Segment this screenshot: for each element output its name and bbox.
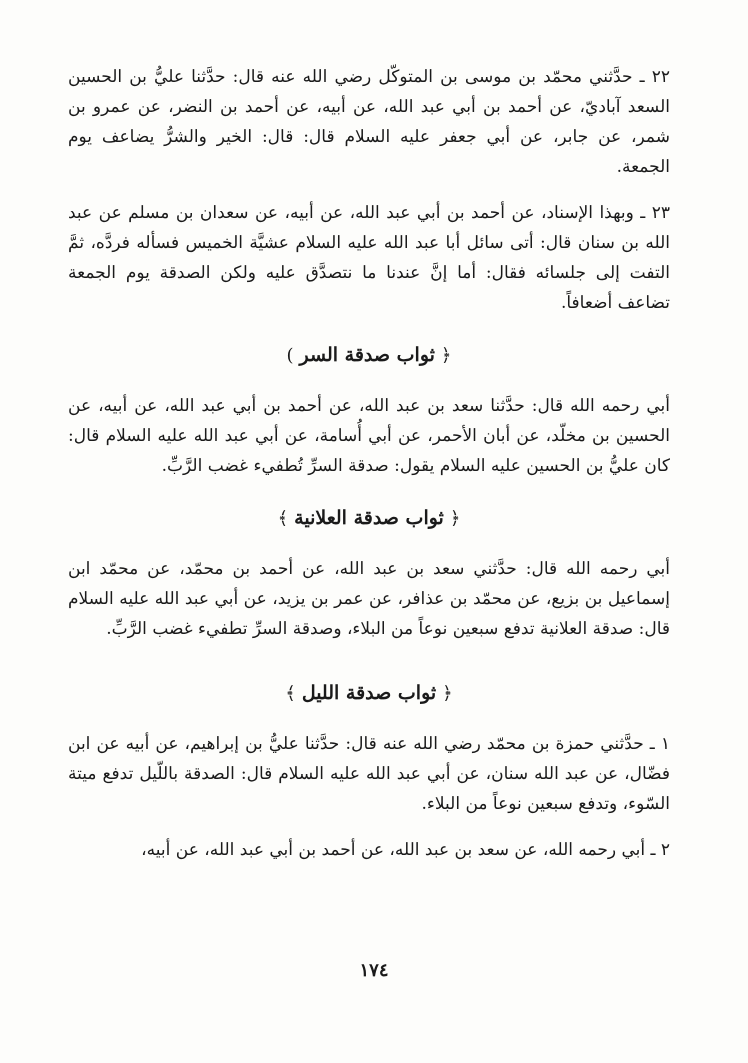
section-heading-secret-charity [68,340,670,371]
bracket-close: ﴾ [285,683,296,704]
page-number: ١٧٤ [359,960,389,981]
hadith-23: ٢٣ ـ وبهذا الإسناد، عن أحمد بن أبي عبد الله، عن أبيه، عن سعدان بن مسلم عن عبد الله بن سنان قال: أتى سائل أبا عبد الله عليه السلام عشيَّة الخميس فسأله فردَّه، ثمَّ التفت إلى جلسائه فقال: أما إنَّ عندنا ما نتصدَّق عليه ولكن الصدقة يوم الجمعة تضاعف أضعافاً. [68,203,670,313]
bracket-close: ) [286,345,294,366]
bracket-close: ﴾ [277,508,289,529]
bracket-open: ﴿ [442,683,453,704]
section-heading-public-charity [68,503,670,534]
bracket-open: ﴿ [449,508,461,529]
public-charity-hadith: أبي رحمه الله قال: حدَّثني سعد بن عبد الله، عن أحمد بن محمّد، عن محمّد ابن إسماعيل بن بزيع، عن محمّد بن عذافر، عن عمر بن يزيد، عن أبي عبد الله عليه السلام قال: صدقة العلانية تدفع سبعين نوعاً من البلاء، وصدقة السرِّ تطفيء غضب الرَّبِّ. [68,559,670,639]
section-title: ثواب صدقة الليل [301,682,437,704]
section-heading-night-charity [68,678,670,709]
hadith-22: ٢٢ ـ حدَّثني محمّد بن موسى بن المتوكّل رضي الله عنه قال: حدَّثنا عليُّ بن الحسين السعد آباديّ، عن أحمد بن أبي عبد الله، عن أبيه، عن أحمد بن النضر، عن عمرو بن شمر، عن جابر، عن أبي جعفر عليه السلام قال: قال: الخير والشرُّ يضاعف يوم الجمعة. [68,67,670,177]
section-title: ثواب صدقة السر [299,344,435,366]
section-title: ثواب صدقة العلانية [294,507,444,529]
night-charity-hadith-2: ٢ ـ أبي رحمه الله، عن سعد بن عبد الله، عن أحمد بن أبي عبد الله، عن أبيه، [141,840,670,860]
night-charity-hadith-1: ١ ـ حدَّثني حمزة بن محمّد رضي الله عنه قال: حدَّثنا عليُّ بن إبراهيم، عن أبيه عن ابن فضّال، عن عبد الله سنان، عن أبي عبد الله عليه السلام قال: الصدقة باللّيل تدفع ميتة السّوء، وتدفع سبعين نوعاً من البلاء. [68,734,670,814]
secret-charity-hadith: أبي رحمه الله قال: حدَّثنا سعد بن عبد الله، عن أحمد بن أبي عبد الله، عن أبيه، عن الحسين بن مخلّد، عن أبان الأحمر، عن أبي أُسامة، عن أبي عبد الله عليه السلام قال: كان عليُّ بن الحسين عليه السلام يقول: صدقة السرِّ تُطفيء غضب الرَّبِّ. [68,396,670,476]
bracket-open: ﴿ [440,345,452,366]
